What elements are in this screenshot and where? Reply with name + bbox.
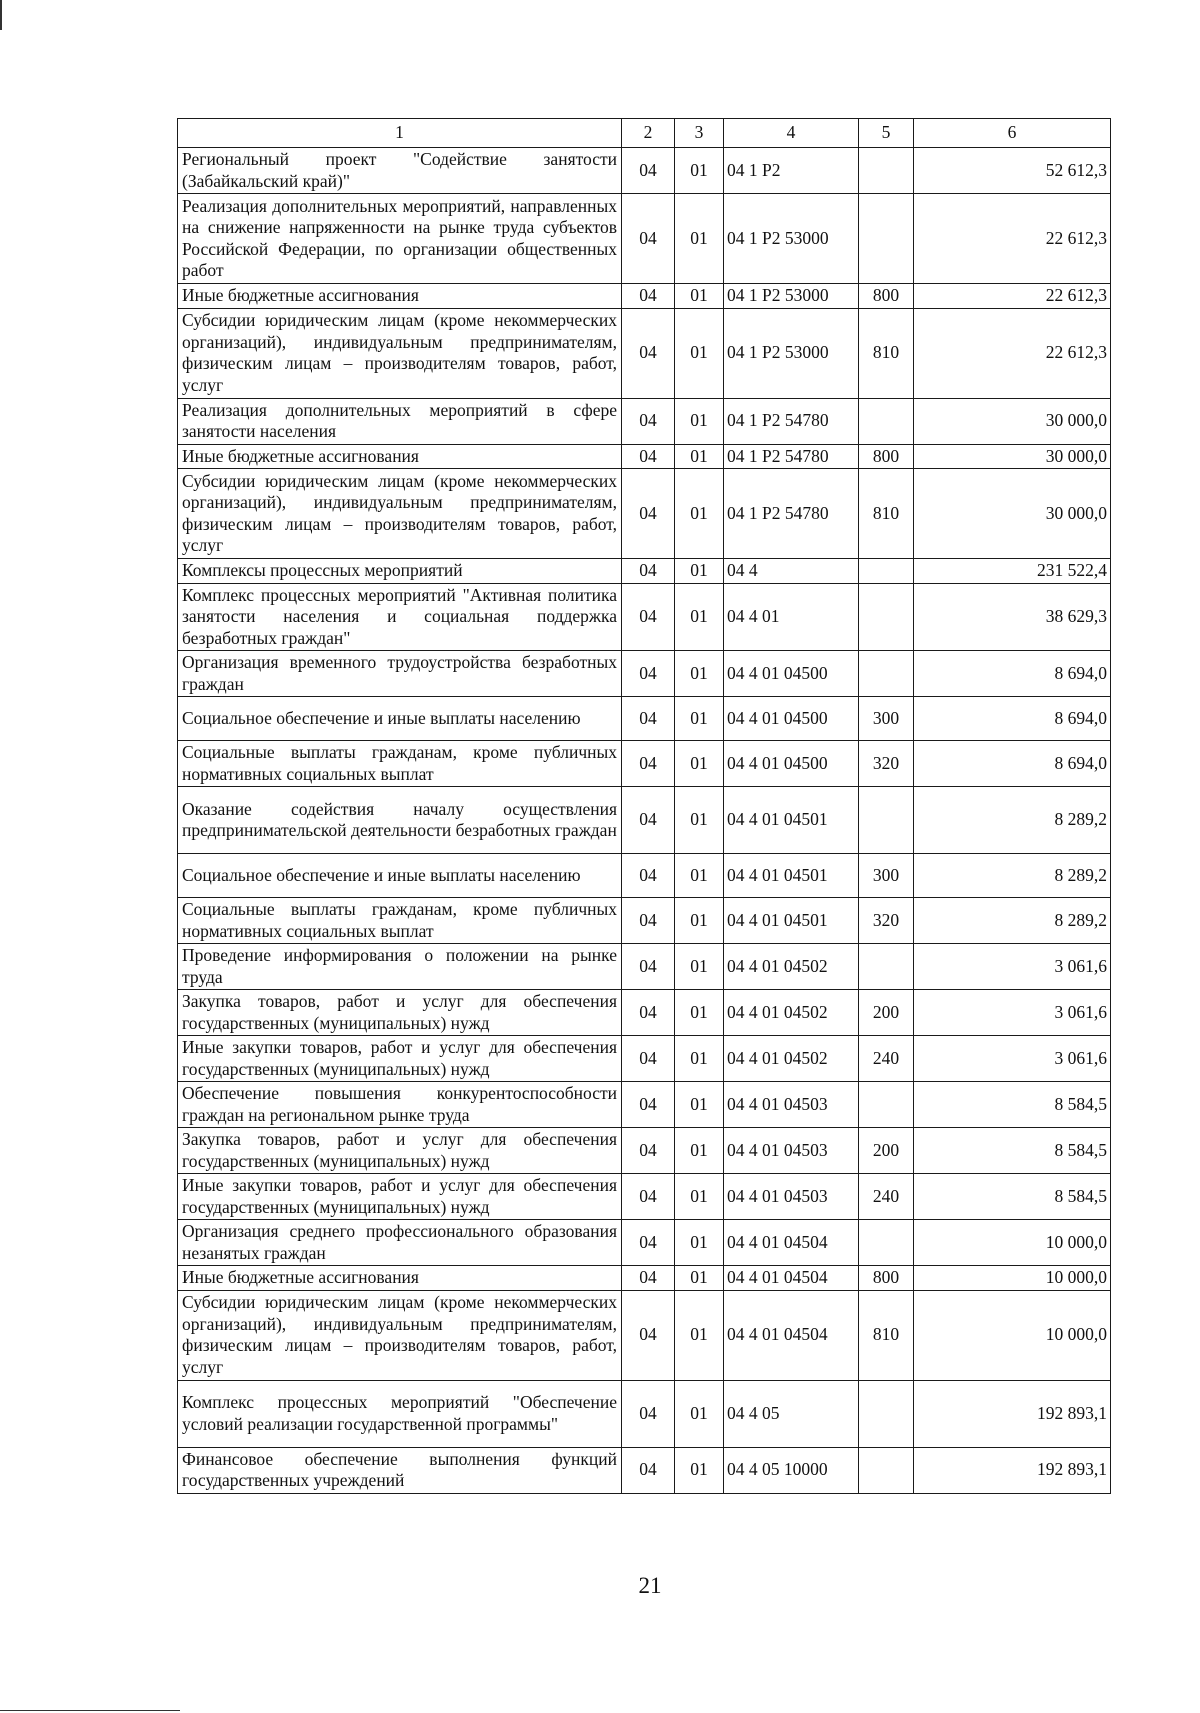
cell-section: 04 — [622, 1174, 675, 1220]
cell-name: Социальное обеспечение и иные выплаты населению — [178, 697, 622, 741]
cell-target-code: 04 1 P2 54780 — [724, 444, 859, 469]
cell-expense-type: 300 — [859, 854, 914, 898]
cell-amount: 3 061,6 — [914, 990, 1111, 1036]
cell-target-code: 04 1 P2 54780 — [724, 398, 859, 444]
cell-subsection: 01 — [675, 944, 724, 990]
cell-target-code: 04 4 01 04501 — [724, 854, 859, 898]
cell-name: Организация среднего профессионального образования незанятых граждан — [178, 1220, 622, 1266]
cell-subsection: 01 — [675, 697, 724, 741]
cell-subsection: 01 — [675, 741, 724, 787]
cell-name: Организация временного трудоустройства безработных граждан — [178, 651, 622, 697]
cell-target-code: 04 4 01 04500 — [724, 651, 859, 697]
cell-expense-type — [859, 559, 914, 584]
cell-subsection: 01 — [675, 1174, 724, 1220]
cell-expense-type — [859, 148, 914, 194]
cell-section: 04 — [622, 854, 675, 898]
cell-expense-type: 320 — [859, 741, 914, 787]
table-row — [178, 898, 1111, 944]
cell-subsection: 01 — [675, 1290, 724, 1380]
cell-expense-type — [859, 787, 914, 854]
cell-subsection: 01 — [675, 898, 724, 944]
cell-section: 04 — [622, 1128, 675, 1174]
cell-amount: 30 000,0 — [914, 469, 1111, 559]
cell-target-code: 04 4 05 — [724, 1380, 859, 1447]
table-header-row — [178, 119, 1111, 148]
header-col-5: 5 — [859, 119, 914, 148]
cell-target-code: 04 4 01 04500 — [724, 741, 859, 787]
table-row — [178, 1128, 1111, 1174]
cell-expense-type: 800 — [859, 284, 914, 309]
cell-subsection: 01 — [675, 148, 724, 194]
cell-subsection: 01 — [675, 787, 724, 854]
cell-amount: 192 893,1 — [914, 1380, 1111, 1447]
cell-target-code: 04 4 01 04503 — [724, 1128, 859, 1174]
cell-expense-type: 810 — [859, 469, 914, 559]
cell-subsection: 01 — [675, 1128, 724, 1174]
cell-name: Оказание содействия началу осуществления предпринимательской деятельности безработных граждан — [178, 787, 622, 854]
cell-subsection: 01 — [675, 1266, 724, 1291]
cell-target-code: 04 4 — [724, 559, 859, 584]
cell-amount: 10 000,0 — [914, 1220, 1111, 1266]
cell-expense-type — [859, 1082, 914, 1128]
cell-subsection: 01 — [675, 308, 724, 398]
cell-target-code: 04 1 P2 53000 — [724, 308, 859, 398]
table-body — [178, 148, 1111, 1494]
cell-name: Субсидии юридическим лицам (кроме некоммерческих организаций), индивидуальным предпринимателям, физическим лицам – производителям товаров, работ, услуг — [178, 469, 622, 559]
cell-name: Социальные выплаты гражданам, кроме публичных нормативных социальных выплат — [178, 898, 622, 944]
cell-subsection: 01 — [675, 1036, 724, 1082]
cell-expense-type: 240 — [859, 1036, 914, 1082]
table-row — [178, 444, 1111, 469]
cell-amount: 30 000,0 — [914, 398, 1111, 444]
cell-section: 04 — [622, 697, 675, 741]
cell-section: 04 — [622, 398, 675, 444]
cell-name: Субсидии юридическим лицам (кроме некоммерческих организаций), индивидуальным предпринимателям, физическим лицам – производителям товаров, работ, услуг — [178, 1290, 622, 1380]
cell-amount: 8 289,2 — [914, 854, 1111, 898]
cell-target-code: 04 4 01 04504 — [724, 1220, 859, 1266]
cell-expense-type: 800 — [859, 444, 914, 469]
cell-section: 04 — [622, 148, 675, 194]
cell-subsection: 01 — [675, 469, 724, 559]
cell-subsection: 01 — [675, 1447, 724, 1493]
cell-expense-type: 810 — [859, 308, 914, 398]
table-row — [178, 787, 1111, 854]
table-row — [178, 651, 1111, 697]
table-row — [178, 284, 1111, 309]
cell-target-code: 04 4 01 04502 — [724, 990, 859, 1036]
scan-edge-mark — [0, 0, 2, 30]
cell-amount: 22 612,3 — [914, 284, 1111, 309]
cell-subsection: 01 — [675, 854, 724, 898]
cell-target-code: 04 1 P2 53000 — [724, 284, 859, 309]
cell-subsection: 01 — [675, 559, 724, 584]
table-row — [178, 1447, 1111, 1493]
cell-name: Комплекс процессных мероприятий "Обеспечение условий реализации государственной программы" — [178, 1380, 622, 1447]
cell-name: Региональный проект "Содействие занятости (Забайкальский край)" — [178, 148, 622, 194]
table-row — [178, 1174, 1111, 1220]
cell-target-code: 04 4 05 10000 — [724, 1447, 859, 1493]
cell-target-code: 04 4 01 04503 — [724, 1082, 859, 1128]
table-row — [178, 1290, 1111, 1380]
cell-amount: 8 584,5 — [914, 1128, 1111, 1174]
scan-edge-mark — [0, 1710, 180, 1711]
cell-target-code: 04 4 01 04501 — [724, 898, 859, 944]
cell-expense-type — [859, 194, 914, 284]
cell-name: Обеспечение повышения конкурентоспособности граждан на региональном рынке труда — [178, 1082, 622, 1128]
cell-section: 04 — [622, 194, 675, 284]
table-row — [178, 1220, 1111, 1266]
cell-expense-type: 200 — [859, 990, 914, 1036]
cell-name: Иные бюджетные ассигнования — [178, 284, 622, 309]
cell-expense-type — [859, 944, 914, 990]
table-row — [178, 1036, 1111, 1082]
cell-target-code: 04 1 P2 53000 — [724, 194, 859, 284]
cell-target-code: 04 4 01 04503 — [724, 1174, 859, 1220]
cell-name: Иные закупки товаров, работ и услуг для обеспечения государственных (муниципальных) нужд — [178, 1036, 622, 1082]
cell-name: Комплексы процессных мероприятий — [178, 559, 622, 584]
cell-subsection: 01 — [675, 1220, 724, 1266]
cell-subsection: 01 — [675, 284, 724, 309]
cell-section: 04 — [622, 1447, 675, 1493]
cell-section: 04 — [622, 990, 675, 1036]
cell-amount: 8 584,5 — [914, 1082, 1111, 1128]
page-number: 21 — [638, 1573, 662, 1598]
cell-expense-type — [859, 1220, 914, 1266]
cell-expense-type — [859, 583, 914, 651]
cell-target-code: 04 1 P2 54780 — [724, 469, 859, 559]
cell-amount: 22 612,3 — [914, 308, 1111, 398]
cell-name: Закупка товаров, работ и услуг для обеспечения государственных (муниципальных) нужд — [178, 990, 622, 1036]
cell-target-code: 04 4 01 04504 — [724, 1266, 859, 1291]
cell-expense-type — [859, 1380, 914, 1447]
cell-name: Проведение информирования о положении на рынке труда — [178, 944, 622, 990]
cell-expense-type: 240 — [859, 1174, 914, 1220]
cell-name: Финансовое обеспечение выполнения функций государственных учреждений — [178, 1447, 622, 1493]
cell-name: Социальные выплаты гражданам, кроме публичных нормативных социальных выплат — [178, 741, 622, 787]
table-row — [178, 194, 1111, 284]
header-col-4: 4 — [724, 119, 859, 148]
cell-section: 04 — [622, 898, 675, 944]
cell-section: 04 — [622, 1290, 675, 1380]
cell-amount: 38 629,3 — [914, 583, 1111, 651]
header-col-3: 3 — [675, 119, 724, 148]
table-row — [178, 1266, 1111, 1291]
cell-target-code: 04 1 P2 — [724, 148, 859, 194]
table-row — [178, 469, 1111, 559]
cell-amount: 52 612,3 — [914, 148, 1111, 194]
cell-name: Реализация дополнительных мероприятий, направленных на снижение напряженности на рынке труда субъектов Российской Федерации, по организации общественных работ — [178, 194, 622, 284]
cell-expense-type — [859, 398, 914, 444]
cell-target-code: 04 4 01 04504 — [724, 1290, 859, 1380]
cell-amount: 30 000,0 — [914, 444, 1111, 469]
table-row — [178, 308, 1111, 398]
header-col-1: 1 — [178, 119, 622, 148]
table-row — [178, 583, 1111, 651]
cell-target-code: 04 4 01 04500 — [724, 697, 859, 741]
cell-subsection: 01 — [675, 1082, 724, 1128]
header-col-6: 6 — [914, 119, 1111, 148]
cell-target-code: 04 4 01 — [724, 583, 859, 651]
cell-section: 04 — [622, 559, 675, 584]
cell-section: 04 — [622, 284, 675, 309]
cell-amount: 8 694,0 — [914, 697, 1111, 741]
cell-name: Иные закупки товаров, работ и услуг для обеспечения государственных (муниципальных) нужд — [178, 1174, 622, 1220]
cell-target-code: 04 4 01 04502 — [724, 944, 859, 990]
cell-expense-type: 800 — [859, 1266, 914, 1291]
cell-expense-type: 320 — [859, 898, 914, 944]
cell-expense-type: 810 — [859, 1290, 914, 1380]
table-row — [178, 697, 1111, 741]
cell-amount: 8 289,2 — [914, 787, 1111, 854]
header-col-2: 2 — [622, 119, 675, 148]
cell-section: 04 — [622, 741, 675, 787]
cell-subsection: 01 — [675, 990, 724, 1036]
cell-amount: 231 522,4 — [914, 559, 1111, 584]
cell-name: Социальное обеспечение и иные выплаты населению — [178, 854, 622, 898]
cell-amount: 8 694,0 — [914, 741, 1111, 787]
table-row — [178, 944, 1111, 990]
cell-subsection: 01 — [675, 444, 724, 469]
cell-amount: 8 289,2 — [914, 898, 1111, 944]
cell-amount: 3 061,6 — [914, 944, 1111, 990]
cell-subsection: 01 — [675, 651, 724, 697]
cell-name: Закупка товаров, работ и услуг для обеспечения государственных (муниципальных) нужд — [178, 1128, 622, 1174]
budget-table — [177, 118, 1111, 1494]
cell-name: Субсидии юридическим лицам (кроме некоммерческих организаций), индивидуальным предпринимателям, физическим лицам – производителям товаров, работ, услуг — [178, 308, 622, 398]
table-row — [178, 1082, 1111, 1128]
cell-section: 04 — [622, 1082, 675, 1128]
cell-name: Иные бюджетные ассигнования — [178, 1266, 622, 1291]
table-row — [178, 1380, 1111, 1447]
cell-amount: 8 694,0 — [914, 651, 1111, 697]
cell-section: 04 — [622, 1036, 675, 1082]
cell-subsection: 01 — [675, 583, 724, 651]
cell-section: 04 — [622, 1220, 675, 1266]
cell-name: Реализация дополнительных мероприятий в сфере занятости населения — [178, 398, 622, 444]
cell-amount: 22 612,3 — [914, 194, 1111, 284]
table-row — [178, 741, 1111, 787]
cell-amount: 10 000,0 — [914, 1290, 1111, 1380]
cell-section: 04 — [622, 308, 675, 398]
cell-section: 04 — [622, 583, 675, 651]
cell-expense-type — [859, 651, 914, 697]
cell-section: 04 — [622, 444, 675, 469]
cell-expense-type: 300 — [859, 697, 914, 741]
cell-subsection: 01 — [675, 1380, 724, 1447]
cell-section: 04 — [622, 1266, 675, 1291]
cell-subsection: 01 — [675, 194, 724, 284]
table-row — [178, 398, 1111, 444]
cell-section: 04 — [622, 651, 675, 697]
cell-section: 04 — [622, 787, 675, 854]
cell-name: Иные бюджетные ассигнования — [178, 444, 622, 469]
cell-name: Комплекс процессных мероприятий "Активная политика занятости населения и социальная поддержка безработных граждан" — [178, 583, 622, 651]
cell-amount: 8 584,5 — [914, 1174, 1111, 1220]
table-row — [178, 559, 1111, 584]
cell-subsection: 01 — [675, 398, 724, 444]
table-row — [178, 990, 1111, 1036]
cell-expense-type — [859, 1447, 914, 1493]
cell-section: 04 — [622, 469, 675, 559]
cell-amount: 10 000,0 — [914, 1266, 1111, 1291]
table-row — [178, 148, 1111, 194]
cell-section: 04 — [622, 1380, 675, 1447]
table-row — [178, 854, 1111, 898]
cell-section: 04 — [622, 944, 675, 990]
cell-amount: 192 893,1 — [914, 1447, 1111, 1493]
cell-expense-type: 200 — [859, 1128, 914, 1174]
cell-amount: 3 061,6 — [914, 1036, 1111, 1082]
cell-target-code: 04 4 01 04502 — [724, 1036, 859, 1082]
cell-target-code: 04 4 01 04501 — [724, 787, 859, 854]
